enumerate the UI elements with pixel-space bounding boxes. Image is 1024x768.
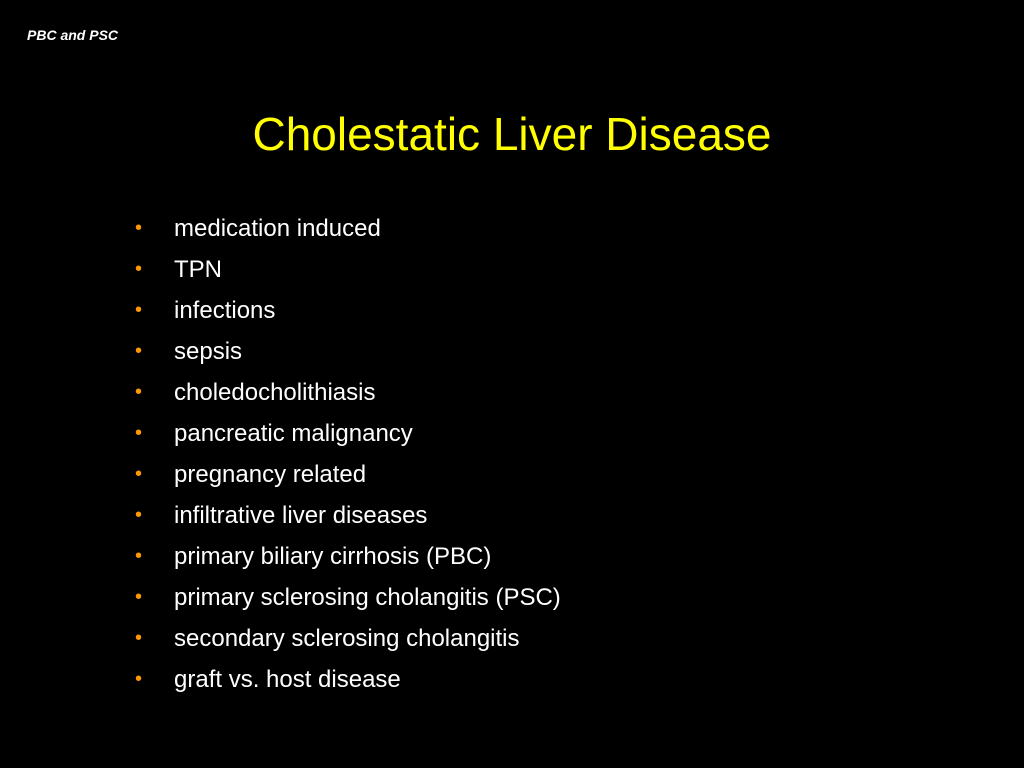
bullet-icon: • [135,545,143,567]
bullet-icon: • [135,627,143,649]
bullet-text: TPN [174,256,222,283]
bullet-text: sepsis [174,338,243,365]
bullet-icon: • [135,504,143,526]
bullet-icon: • [135,340,143,362]
bullet-icon: • [135,422,143,444]
bullet-text: pregnancy related [174,461,367,488]
bullet-text: infiltrative liver diseases [174,502,428,529]
bullet-icon: • [135,463,143,485]
bullet-icon: • [135,258,143,280]
bullet-text: primary biliary cirrhosis (PBC) [174,543,492,570]
bullet-icon: • [135,668,143,690]
bullet-icon: • [135,381,143,403]
bullet-icon: • [135,586,143,608]
bullet-icon: • [135,217,143,239]
bullet-icon: • [135,299,143,321]
slide-title: Cholestatic Liver Disease [252,108,772,160]
bullet-text: medication induced [174,215,381,242]
bullet-text: infections [174,297,276,324]
bullet-text: pancreatic malignancy [174,420,413,447]
bullet-text: choledocholithiasis [174,379,376,406]
bullet-text: graft vs. host disease [174,666,401,693]
bullet-text: primary sclerosing cholangitis (PSC) [174,584,561,611]
header-label: PBC and PSC [27,27,119,43]
bullet-text: secondary sclerosing cholangitis [174,625,520,652]
